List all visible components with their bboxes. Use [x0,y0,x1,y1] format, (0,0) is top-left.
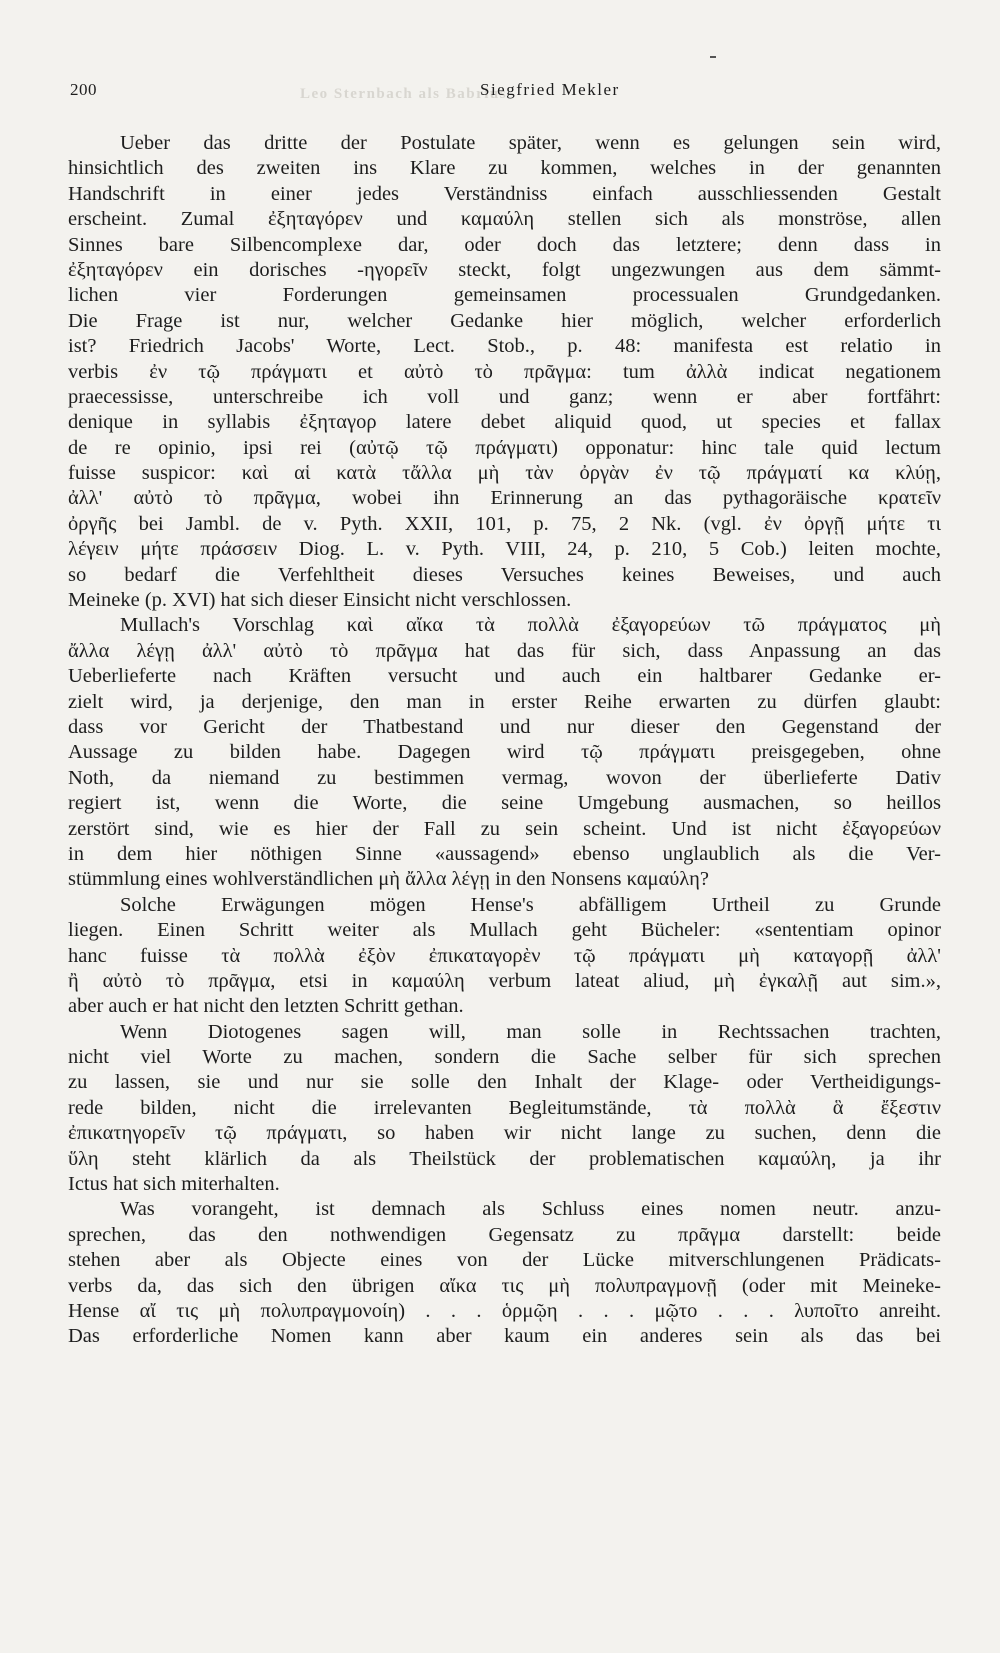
text-line: fuisse suspicor: καὶ αἱ κατὰ τἄλλα μὴ τὰν ὀργὰν ἐν τῷ πράγματί κα κλύῃ, [68,462,941,485]
text-line: ist? Friedrich Jacobs' Worte, Lect. Stob., p. 48: manifesta est relatio in [68,335,941,358]
text-line: ἢ αὐτὸ τὸ πρᾶγμα, etsi in καμαύλη verbum lateat aliud, μὴ ἐγκαλῇ aut sim.», [68,969,941,992]
page-number: 200 [70,80,97,99]
text-line: Ueberlieferte nach Kräften versucht und auch ein haltbarer Gedanke er- [68,665,941,688]
text-line: regiert ist, wenn die Worte, die seine Umgebung ausmachen, so heillos [68,792,941,815]
text-line: Hense αἴ τις μὴ πολυπραγμονοίη) . . . ὁρμῷη . . . μῷτο . . . λυποῖτο anreiht. [68,1299,941,1322]
text-line: denique in syllabis ἐξηταγορ latere debet aliquid quod, ut species et fallax [68,411,941,434]
text-line: liegen. Einen Schritt weiter als Mullach geht Bücheler: «sententiam opinor [68,919,941,942]
text-line: praecessisse, unterschreibe ich voll und ganz; wenn er aber fortfährt: [68,385,941,408]
text-line: ἐξηταγόρεν ein dorisches -ηγορεῖν steckt, folgt ungezwungen aus dem sämmt- [68,258,941,281]
text-line: ἄλλα λέγῃ ἀλλ' αὐτὸ τὸ πρᾶγμα hat das für sich, dass Anpassung an das [68,639,941,662]
text-line: verbs da, das sich den übrigen αἴκα τις μὴ πολυπραγμονῇ (oder mit Meineke- [68,1274,941,1297]
text-line: stümmlung eines wohlverständlichen μὴ ἄλλα λέγῃ in den Nonsens καμαύλη? [68,868,709,891]
text-line: Meineke (p. XVI) hat sich dieser Einsicht nicht verschlossen. [68,589,572,612]
text-line: Sinnes bare Silbencomplexe dar, oder doch das letztere; denn dass in [68,233,941,256]
text-line: zielt wird, ja derjenige, den man in erster Reihe erwarten zu dürfen glaubt: [68,690,941,713]
text-line: ἀλλ' αὐτὸ τὸ πρᾶγμα, wobei ihn Erinnerung an das pythagoräische κρατεῖν [68,487,941,510]
text-line: Ictus hat sich miterhalten. [68,1173,280,1196]
text-line: Handschrift in einer jedes Verständniss einfach ausschliessenden Gestalt [68,182,941,205]
show-through-text: Leo Sternbach als Babrius [300,86,508,102]
text-line: verbis ἐν τῷ πράγματι et αὐτὸ τὸ πρᾶγμα: tum ἀλλὰ indicat negationem [68,360,941,383]
text-line: sprechen, das den nothwendigen Gegensatz zu πρᾶγμα darstellt: beide [68,1223,941,1246]
text-line: lichen vier Forderungen gemeinsamen processualen Grundgedanken. [68,284,941,307]
text-line: λέγειν μήτε πράσσειν Diog. L. v. Pyth. VIII, 24, p. 210, 5 Cob.) leiten mochte, [68,538,941,561]
ink-mark [710,56,716,58]
text-line: hanc fuisse τὰ πολλὰ ἐξὸν ἐπικαταγορὲν τῷ πράγματι μὴ καταγορῇ ἀλλ' [68,944,941,967]
text-line: zu lassen, sie und nur sie solle den Inhalt der Klage- oder Vertheidigungs- [68,1071,941,1094]
text-line: so bedarf die Verfehltheit dieses Versuches keines Beweises, und auch [68,563,941,586]
text-line: ὀργῆς bei Jambl. de v. Pyth. XXII, 101, p. 75, 2 Nk. (vgl. ἐν ὀργῇ μήτε τι [68,512,941,535]
text-line: Was vorangeht, ist demnach als Schluss eines nomen neutr. anzu- [120,1198,941,1221]
text-line: zerstört sind, wie es hier der Fall zu sein scheint. Und ist nicht ἐξαγορεύων [68,817,941,840]
text-line: ὕλη steht klärlich da als Theilstück der problematischen καμαύλη, ja ihr [68,1147,941,1170]
text-line: de re opinio, ipsi rei (αὐτῷ τῷ πράγματι) opponatur: hinc tale quid lectum [68,436,941,459]
page-header [70,80,940,110]
text-line: Solche Erwägungen mögen Hense's abfälligem Urtheil zu Grunde [120,893,941,916]
text-line: Mullach's Vorschlag καὶ αἴκα τὰ πολλὰ ἐξαγορεύων τῶ πράγματος μὴ [120,614,941,637]
text-line: ἐπικατηγορεῖν τῷ πράγματι, so haben wir nicht lange zu suchen, denn die [68,1122,941,1145]
text-line: aber auch er hat nicht den letzten Schritt gethan. [68,995,464,1018]
text-line: hinsichtlich des zweiten ins Klare zu kommen, welches in der genannten [68,157,941,180]
text-line: Die Frage ist nur, welcher Gedanke hier möglich, welcher erforderlich [68,309,941,332]
text-line: rede bilden, nicht die irrelevanten Begleitumstände, τὰ πολλὰ ἃ ἔξεστιν [68,1096,941,1119]
text-line: Das erforderliche Nomen kann aber kaum ein anderes sein als das bei [68,1325,941,1348]
text-line: dass vor Gericht der Thatbestand und nur dieser den Gegenstand der [68,715,941,738]
text-line: Aussage zu bilden habe. Dagegen wird τῷ πράγματι preisgegeben, ohne [68,741,941,764]
text-line: in dem hier nöthigen Sinne «aussagend» ebenso unglaublich als die Ver- [68,842,941,865]
running-head: Siegfried Mekler [480,80,620,99]
text-line: Noth, da niemand zu bestimmen vermag, wovon der überlieferte Dativ [68,766,941,789]
body-text [68,131,941,1350]
text-line: Wenn Diotogenes sagen will, man solle in Rechtssachen trachten, [120,1020,941,1043]
text-line: stehen aber als Objecte eines von der Lücke mitverschlungenen Prädicats- [68,1249,941,1272]
text-line: Ueber das dritte der Postulate später, wenn es gelungen sein wird, [120,132,941,154]
text-line: nicht viel Worte zu machen, sondern die Sache selber für sich sprechen [68,1046,941,1069]
text-line: erscheint. Zumal ἐξηταγόρεν und καμαύλη stellen sich als monströse, allen [68,208,941,231]
